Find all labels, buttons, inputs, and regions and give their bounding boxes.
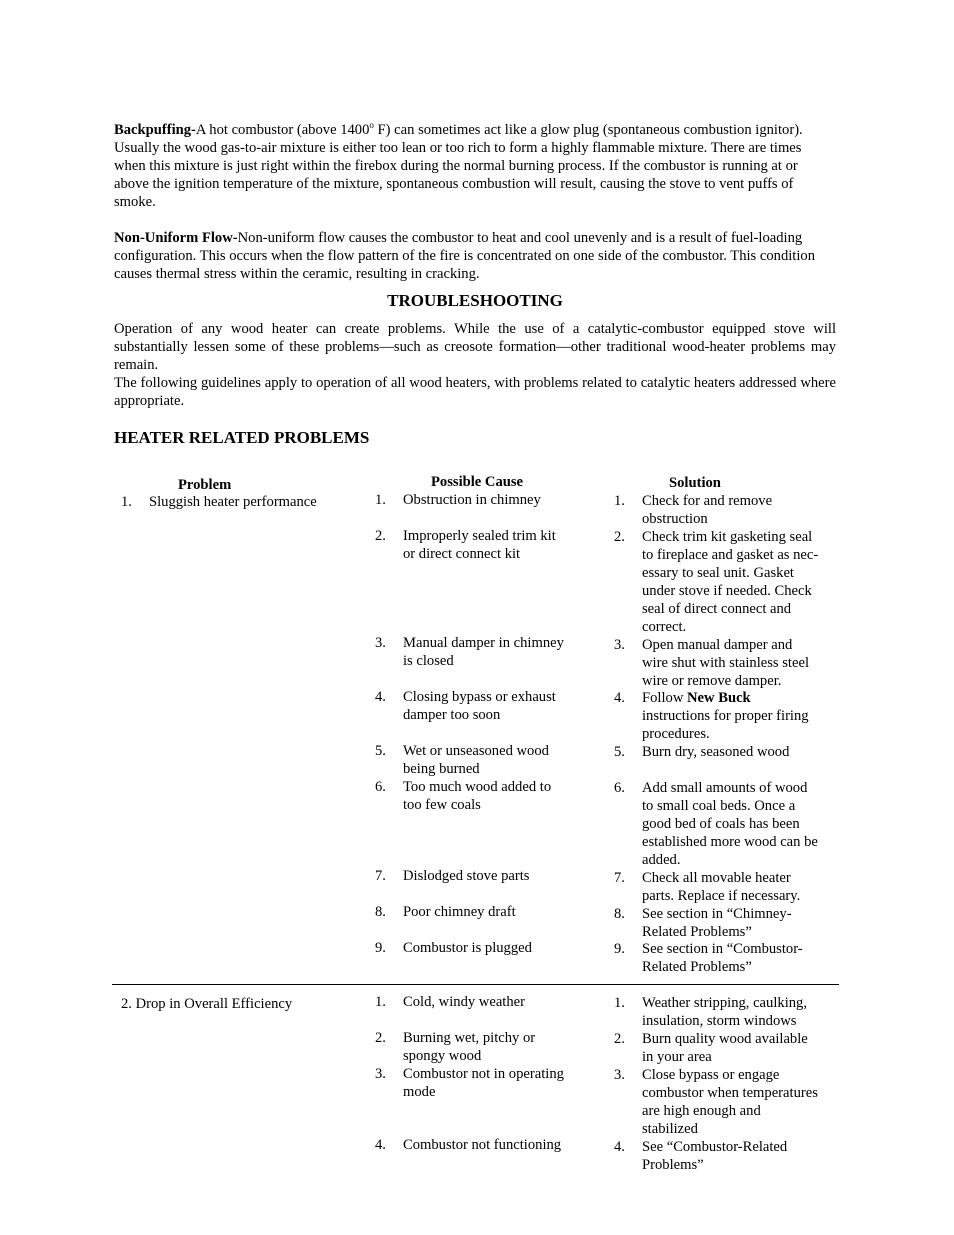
cause-item-line: damper too soon	[403, 707, 501, 723]
cause-item-number: 2.	[375, 528, 386, 544]
solution-item-line: Check trim kit gasketing seal	[642, 529, 813, 545]
solution-item-text-prefix: Follow	[642, 690, 688, 706]
solution-item-text	[642, 743, 789, 761]
problem-1-number: 1.	[121, 494, 132, 510]
solution-item-text	[642, 994, 807, 1030]
cause-item-text	[403, 778, 551, 814]
solution-item-line: are high enough and	[642, 1103, 761, 1119]
cause-item-line: Closing bypass or exhaust	[403, 689, 556, 705]
solution-item-number: 2.	[614, 529, 625, 545]
cause-item-number: 5.	[375, 743, 386, 759]
heater-problems-heading: HEATER RELATED PROBLEMS	[114, 428, 370, 447]
cause-item-line: being burned	[403, 761, 480, 777]
solution-item-line: Open manual damper and	[642, 637, 793, 653]
cause-item-number: 8.	[375, 904, 386, 920]
non-uniform-flow-paragraph	[114, 229, 836, 283]
cause-item-text	[403, 939, 532, 957]
cause-item-number: 3.	[375, 635, 386, 651]
backpuffing-text-b: F) can sometimes act like a glow plug (spontaneous combustion ignitor). Usually the wood gas-to-air mixture is either too lean or too rich to form a highly flammable mixture. There are times when this mixture is just right within the firebox during the normal burning process. If the combustor is running at or above the ignition temperature of the mixture, spontaneous combustion will result, causing the stove to vent puffs of smoke.	[114, 122, 803, 210]
solution-item-line: obstruction	[642, 511, 708, 527]
solution-item-number: 9.	[614, 941, 625, 957]
cause-item-text	[403, 688, 556, 724]
solution-item-number: 2.	[614, 1031, 625, 1047]
solution-item-number: 4.	[614, 1139, 625, 1155]
cause-item-line: Improperly sealed trim kit	[403, 528, 556, 544]
solution-item-text	[642, 905, 792, 941]
cause-item-text	[403, 742, 549, 778]
col-problem-heading: Problem	[178, 477, 232, 493]
cause-item-line: Obstruction in chimney	[403, 492, 541, 508]
section-divider	[112, 984, 839, 985]
troubleshooting-para2: The following guidelines apply to operation of all wood heaters, with problems related to catalytic heaters addressed where appropriate.	[114, 375, 836, 409]
solution-item-line: Problems”	[642, 1157, 704, 1173]
cause-item-line: is closed	[403, 653, 454, 669]
col-solution-heading: Solution	[669, 475, 721, 491]
solution-item-number: 4.	[614, 690, 625, 706]
solution-item-number: 8.	[614, 906, 625, 922]
solution-item-line: under stove if needed. Check	[642, 583, 812, 599]
solution-item-line: in your area	[642, 1049, 712, 1065]
solution-item-line: See section in “Chimney-	[642, 906, 792, 922]
cause-item-line: Dislodged stove parts	[403, 868, 530, 884]
cause-item-number: 7.	[375, 868, 386, 884]
cause-item-number: 4.	[375, 1137, 386, 1153]
solution-item-line: to small coal beds. Once a	[642, 798, 796, 814]
cause-item-text	[403, 527, 556, 563]
cause-item-number: 2.	[375, 1030, 386, 1046]
cause-item-line: Cold, windy weather	[403, 994, 525, 1010]
solution-item-line: Check for and remove	[642, 493, 773, 509]
troubleshooting-heading: TROUBLESHOOTING	[387, 291, 563, 310]
cause-item-line: Wet or unseasoned wood	[403, 743, 549, 759]
solution-item-text	[642, 869, 800, 905]
solution-item-line: parts. Replace if necessary.	[642, 888, 801, 904]
solution-item-line: seal of direct connect and	[642, 601, 792, 617]
non-uniform-flow-term: Non-Uniform Flow-	[114, 230, 238, 246]
cause-item-line: Combustor not in operating	[403, 1066, 564, 1082]
solution-item-line: Weather stripping, caulking,	[642, 995, 807, 1011]
cause-item-line: Combustor is plugged	[403, 940, 532, 956]
solution-item-text	[642, 689, 809, 743]
cause-item-text	[403, 1029, 535, 1065]
cause-item-number: 6.	[375, 779, 386, 795]
solution-item-line: Close bypass or engage	[642, 1067, 780, 1083]
solution-item-line: correct.	[642, 619, 687, 635]
solution-item-line: Add small amounts of wood	[642, 780, 808, 796]
cause-item-line: Manual damper in chimney	[403, 635, 564, 651]
solution-item-text	[642, 1066, 818, 1138]
cause-item-number: 3.	[375, 1066, 386, 1082]
problem-2-label: 2. Drop in Overall Efficiency	[121, 996, 293, 1012]
cause-item-number: 1.	[375, 994, 386, 1010]
solution-item-line: combustor when temperatures	[642, 1085, 818, 1101]
cause-item-text	[403, 903, 516, 921]
solution-item-number: 6.	[614, 780, 625, 796]
solution-item-number: 7.	[614, 870, 625, 886]
cause-item-line: mode	[403, 1084, 436, 1100]
cause-item-line: or direct connect kit	[403, 546, 521, 562]
cause-item-text	[403, 491, 541, 509]
solution-item-text	[642, 1138, 787, 1174]
solution-item-line: established more wood can be	[642, 834, 818, 850]
solution-item-line: Burn dry, seasoned wood	[642, 744, 790, 760]
solution-item-text	[642, 1030, 808, 1066]
solution-item-line: insulation, storm windows	[642, 1013, 797, 1029]
solution-item-line: stabilized	[642, 1121, 698, 1137]
backpuffing-term: Backpuffing-	[114, 122, 196, 138]
solution-item-text	[642, 779, 818, 869]
solution-item-line: Check all movable heater	[642, 870, 791, 886]
cause-item-line: Combustor not functioning	[403, 1137, 562, 1153]
cause-item-line: too few coals	[403, 797, 481, 813]
cause-item-text	[403, 867, 529, 885]
solution-item-line	[642, 689, 809, 707]
cause-item-line: Poor chimney draft	[403, 904, 516, 920]
solution-item-text	[642, 492, 772, 528]
cause-item-number: 1.	[375, 492, 386, 508]
cause-item-line: spongy wood	[403, 1048, 482, 1064]
solution-item-line: Burn quality wood available	[642, 1031, 808, 1047]
solution-item-line: good bed of coals has been	[642, 816, 800, 832]
solution-item-line: essary to seal unit. Gasket	[642, 565, 794, 581]
cause-item-text	[403, 634, 564, 670]
cause-item-number: 9.	[375, 940, 386, 956]
solution-item-number: 3.	[614, 637, 625, 653]
cause-item-text	[403, 993, 525, 1011]
solution-item-number: 5.	[614, 744, 625, 760]
solution-item-line: See section in “Combustor-	[642, 941, 803, 957]
solution-item-line: Related Problems”	[642, 924, 752, 940]
cause-item-number: 4.	[375, 689, 386, 705]
cause-item-line: Burning wet, pitchy or	[403, 1030, 536, 1046]
troubleshooting-para1: Operation of any wood heater can create problems. While the use of a catalytic-combustor equipped stove will substantially lessen some of these problems—such as creosote formation—other traditional wood-heater problems may remain.	[114, 321, 836, 373]
solution-item-line: added.	[642, 852, 681, 868]
solution-item-number: 1.	[614, 493, 625, 509]
solution-item-line: Related Problems”	[642, 959, 752, 975]
solution-item-text	[642, 636, 809, 690]
non-uniform-flow-text: Non-uniform flow causes the combustor to heat and cool unevenly and is a result of fuel-loading configuration. This occurs when the flow pattern of the fire is concentrated on one side of the combustor. This condition causes thermal stress within the ceramic, resulting in cracking.	[114, 230, 815, 282]
solution-item-text	[642, 940, 803, 976]
solution-item-line: See “Combustor-Related	[642, 1139, 788, 1155]
solution-item-line: wire or remove damper.	[642, 673, 782, 689]
problem-1-label: Sluggish heater performance	[149, 494, 317, 510]
solution-item-line: instructions for proper firing	[642, 708, 809, 724]
cause-item-text	[403, 1065, 564, 1101]
solution-item-line: procedures.	[642, 726, 710, 742]
col-cause-heading: Possible Cause	[431, 474, 524, 490]
solution-item-text	[642, 528, 818, 636]
backpuffing-text-a: A hot combustor (above 1400	[195, 122, 370, 138]
solution-item-line: to fireplace and gasket as nec-	[642, 547, 819, 563]
solution-item-number: 3.	[614, 1067, 625, 1083]
solution-item-number: 1.	[614, 995, 625, 1011]
solution-item-line: wire shut with stainless steel	[642, 655, 809, 671]
cause-item-line: Too much wood added to	[403, 779, 552, 795]
cause-item-text	[403, 1136, 561, 1154]
degree-sup: o	[369, 120, 374, 131]
backpuffing-paragraph	[114, 121, 836, 211]
solution-item-text-bold: New Buck	[687, 690, 751, 706]
